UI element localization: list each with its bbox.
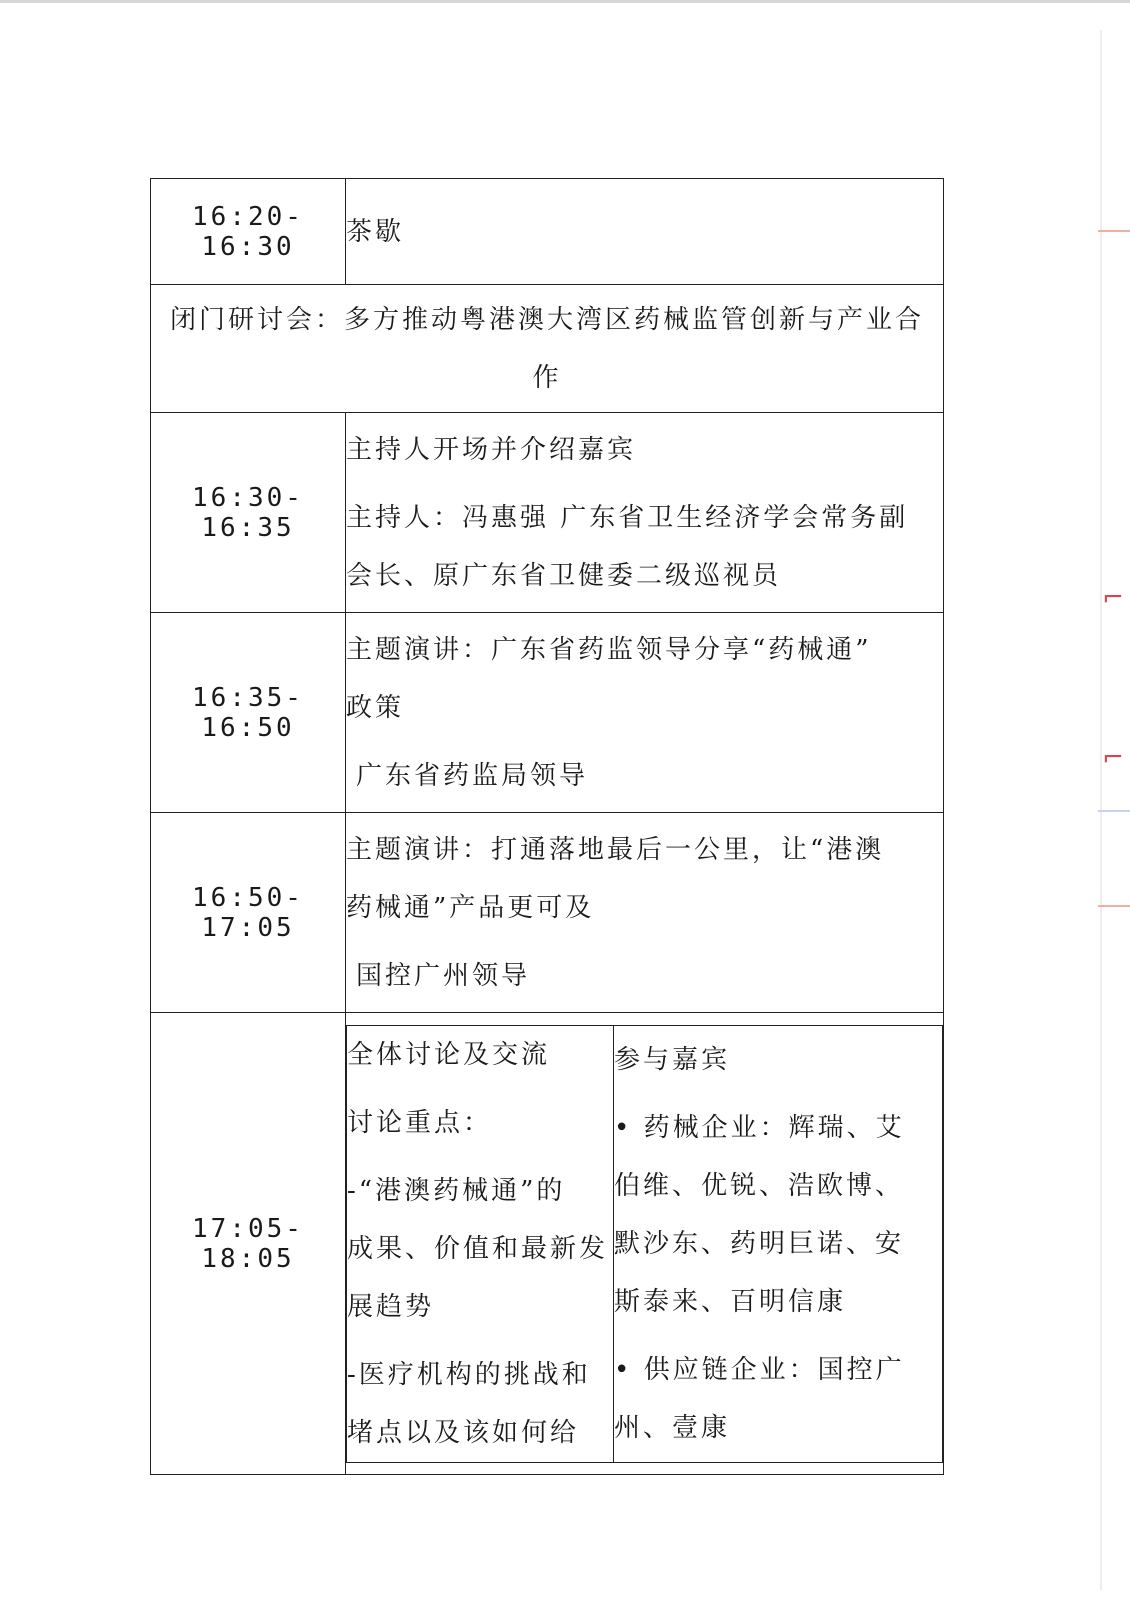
- guest-group: 伯维、优锐、浩欧博、: [614, 1170, 905, 1201]
- guest-group: • 供应链企业：国控广: [614, 1354, 905, 1385]
- agenda-row-keynote-1: [151, 613, 944, 813]
- focus-point: 成果、价值和最新发: [347, 1233, 609, 1264]
- speaker: 国控广州领导: [356, 960, 531, 991]
- stamp-fragment: ⌐: [1102, 743, 1124, 773]
- agenda-table: [150, 178, 944, 1475]
- section-title-line: 闭门研讨会：多方推动粤港澳大湾区药械监管创新与产业合: [169, 304, 924, 335]
- content-cell: [346, 179, 944, 285]
- host-line: 会长、原广东省卫健委二级巡视员: [346, 560, 782, 591]
- section-title-line: 作: [532, 362, 562, 393]
- agenda-section-header: [151, 285, 944, 413]
- time-cell: 16:35-16:50: [151, 613, 346, 813]
- focus-label: 讨论重点：: [347, 1107, 493, 1138]
- host-line: 主持人：冯惠强 广东省卫生经济学会常务副: [346, 502, 909, 533]
- discussion-title: 全体讨论及交流: [347, 1039, 551, 1070]
- session-title: 茶歇: [346, 216, 405, 247]
- time-cell: 16:50-17:05: [151, 813, 346, 1013]
- page-top-edge: [0, 0, 1130, 3]
- session-title: 主持人开场并介绍嘉宾: [346, 434, 637, 465]
- focus-point: -医疗机构的挑战和: [347, 1359, 591, 1390]
- content-cell: [346, 813, 944, 1013]
- stamp-fragment: ⌐: [1102, 583, 1124, 613]
- agenda-row-keynote-2: [151, 813, 944, 1013]
- guest-group: 默沙东、药明巨诺、安: [614, 1228, 905, 1259]
- content-cell: [346, 613, 944, 813]
- scan-mark: [1098, 905, 1130, 907]
- time-cell: 16:30-16:35: [151, 413, 346, 613]
- section-title: [151, 285, 944, 413]
- guest-group: 斯泰来、百明信康: [614, 1286, 847, 1317]
- focus-point: -“港澳药械通”的: [347, 1175, 566, 1206]
- agenda-row-opening: [151, 413, 944, 613]
- scan-mark: [1098, 230, 1130, 232]
- agenda-row-tea-break: [151, 179, 944, 285]
- focus-point: 展趋势: [347, 1291, 435, 1322]
- session-title: 主题演讲：打通落地最后一公里，让“港澳: [346, 834, 885, 865]
- content-cell: [346, 1013, 944, 1475]
- speaker: 广东省药监局领导: [356, 760, 589, 791]
- guest-group: 州、壹康: [614, 1412, 731, 1443]
- content-cell: [346, 413, 944, 613]
- time-cell: 16:20-16:30: [151, 179, 346, 285]
- guests-title: 参与嘉宾: [614, 1044, 731, 1075]
- session-title: 主题演讲：广东省药监领导分享“药械通”: [346, 634, 872, 665]
- session-title: 政策: [346, 692, 405, 723]
- session-title: 药械通”产品更可及: [346, 892, 595, 923]
- time-cell: 17:05-18:05: [151, 1013, 346, 1475]
- discussion-subtable: [346, 1025, 943, 1463]
- discussion-topics: [347, 1025, 614, 1462]
- discussion-guests: [614, 1025, 943, 1462]
- agenda-row-discussion: [151, 1013, 944, 1475]
- scan-mark: [1098, 810, 1130, 812]
- guest-group: • 药械企业：辉瑞、艾: [614, 1112, 905, 1143]
- focus-point: 堵点以及该如何给: [347, 1417, 580, 1448]
